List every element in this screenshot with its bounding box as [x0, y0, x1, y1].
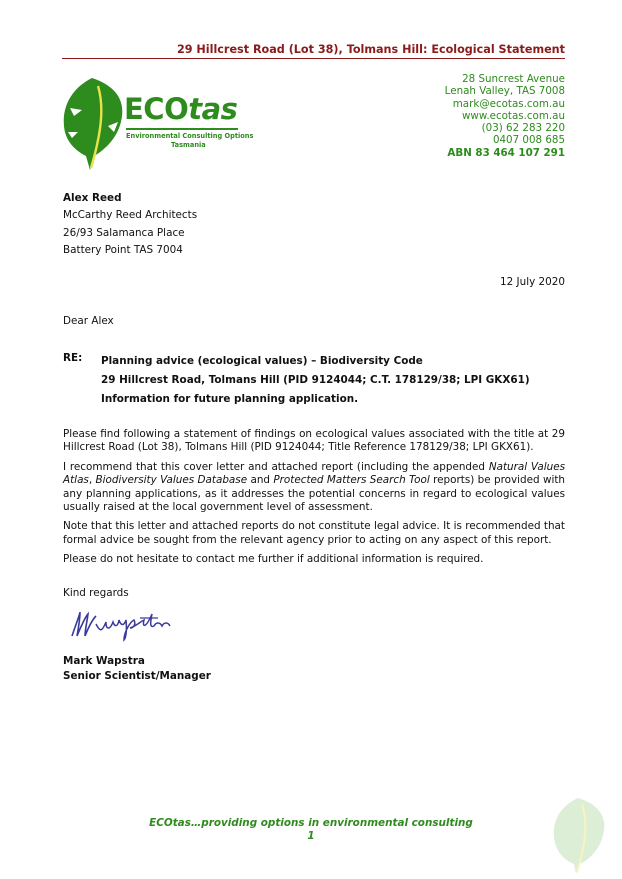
body-p2-protected-matters-tool: Protected Matters Search Tool: [273, 474, 430, 487]
signatory-name: Mark Wapstra: [63, 655, 145, 667]
ecotas-logo: [60, 76, 254, 171]
salutation: Dear Alex: [63, 315, 114, 327]
signature-image: [66, 606, 178, 642]
signatory-title: Senior Scientist/Manager: [63, 669, 211, 682]
recipient-street: 26/93 Salamanca Place: [63, 226, 185, 239]
logo-wordmark-tas: tas: [188, 92, 238, 126]
contact-email[interactable]: mark@ecotas.com.au: [452, 97, 565, 110]
contact-abn: ABN 83 464 107 291: [447, 146, 565, 159]
recipient-block: [63, 190, 197, 259]
body-p2-text-d: reports) be provided with any planning applications, as it addresses the potential concerns in regard to ecological values usually raised at the local government level of assessment.: [63, 474, 566, 514]
recipient-company: McCarthy Reed Architects: [63, 209, 198, 222]
body-p2-text-a: I recommend that this cover letter and attached report (including the appended: [63, 460, 489, 473]
page-number: 1: [307, 830, 315, 842]
contact-website[interactable]: www.ecotas.com.au: [462, 109, 565, 122]
contact-phone: (03) 62 283 220: [481, 122, 565, 135]
contact-mobile: 0407 008 685: [492, 134, 565, 147]
letter-date: 12 July 2020: [500, 276, 565, 288]
logo-tagline: Environmental Consulting Options: [126, 132, 254, 140]
body-paragraph-2: [63, 461, 565, 515]
body-paragraph-3: Note that this letter and attached reports do not constitute legal advice. It is recommended that formal advice be sought from the relevant agency prior to acting on any aspect of this report.: [63, 520, 565, 546]
logo-wordmark: [124, 92, 237, 126]
re-line-3: Information for future planning application.: [101, 393, 359, 405]
signatory-block: [63, 654, 211, 683]
closing-regards: Kind regards: [63, 587, 129, 599]
letter-body: [63, 428, 565, 573]
re-line-2: 29 Hillcrest Road, Tolmans Hill (PID 9124044; C.T. 178129/38; LPI GKX61): [101, 374, 530, 386]
contact-address-line2: Lenah Valley, TAS 7008: [444, 85, 565, 98]
re-label: RE:: [63, 352, 83, 364]
re-subject: [101, 352, 530, 409]
re-line-1: Planning advice (ecological values) – Biodiversity Code: [101, 355, 423, 367]
recipient-city: Battery Point TAS 7004: [63, 243, 183, 256]
logo-wordmark-eco: ECO: [124, 92, 189, 126]
body-paragraph-4: Please do not hesitate to contact me further if additional information is required.: [63, 553, 484, 566]
leaf-logo-icon: [60, 76, 126, 171]
contact-address-line1: 28 Suncrest Avenue: [462, 73, 565, 85]
contact-block: [445, 73, 565, 159]
leaf-watermark-icon: [548, 796, 608, 876]
page-footer: [0, 817, 622, 843]
header-divider: [62, 58, 565, 59]
document-header-title: 29 Hillcrest Road (Lot 38), Tolmans Hill: Ecological Statement: [176, 43, 565, 56]
logo-underline: [126, 128, 238, 130]
body-p2-biodiversity-values-database: Biodiversity Values Database: [95, 474, 248, 487]
logo-region: Tasmania: [171, 141, 206, 149]
recipient-name: Alex Reed: [63, 192, 122, 204]
body-p2-text-c: and: [247, 474, 274, 487]
body-p2-natural-values-atlas: Natural Values Atlas: [63, 460, 566, 487]
body-p2-text-b: ,: [88, 474, 96, 487]
footer-tagline: ECOtas…providing options in environmental consulting: [149, 817, 473, 829]
body-paragraph-1: Please find following a statement of findings on ecological values associated with the title at 29 Hillcrest Road (Lot 38), Tolmans Hill (PID 9124044; Title Reference 178129/38; LPI GKX61).: [63, 428, 565, 454]
